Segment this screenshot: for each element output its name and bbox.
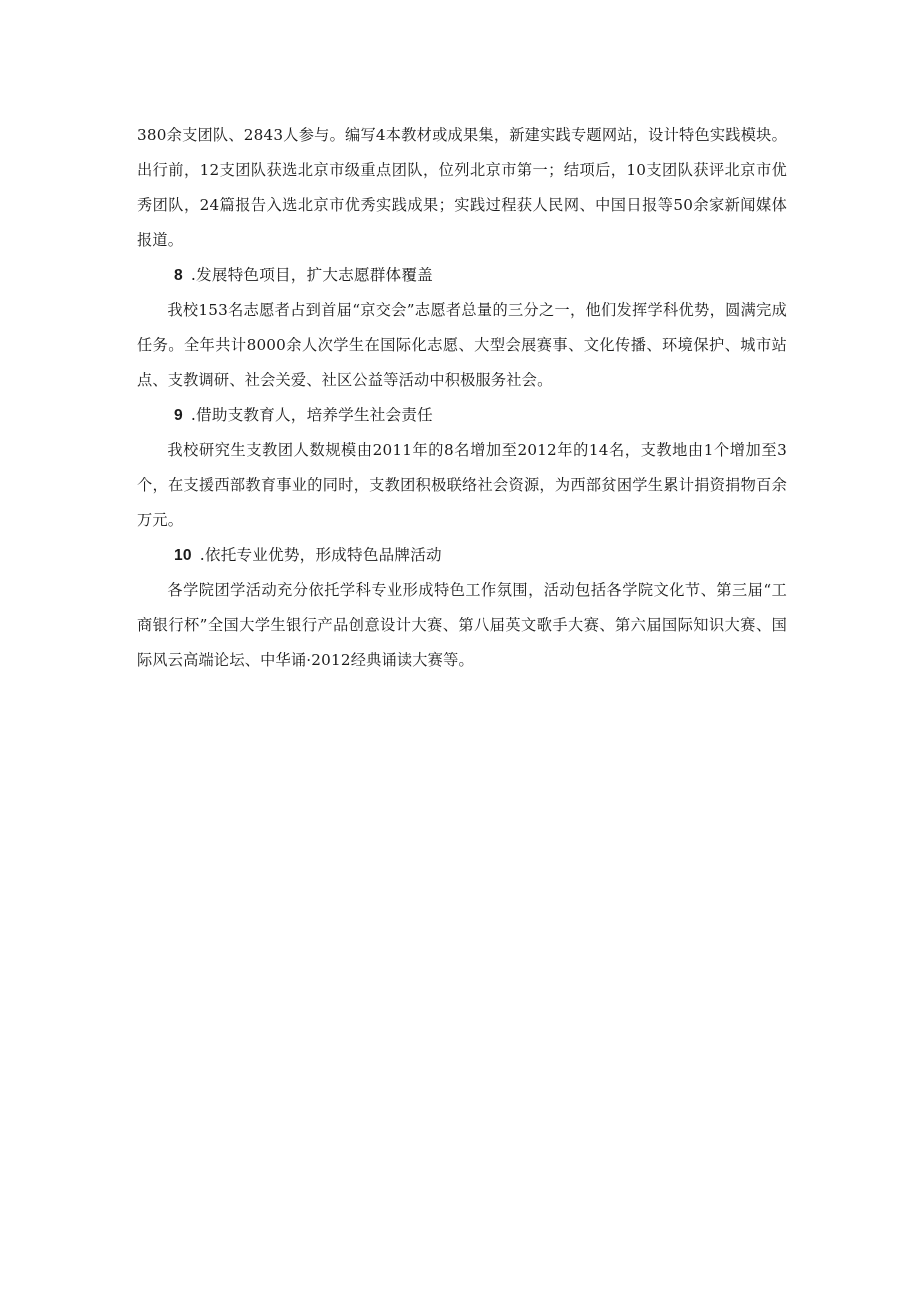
section-title: .借助支教育人，培养学生社会责任 bbox=[190, 406, 433, 424]
section-number: 8 bbox=[174, 267, 183, 284]
paragraph-teaching-support: 我校研究生支教团人数规模由2011年的8名增加至2012年的14名，支教地由1个增加至3个，在支援西部教育事业的同时，支教团积极联络社会资源，为西部贫困学生累计捐资捐物百余万元。 bbox=[137, 441, 787, 529]
section-heading-10 bbox=[137, 538, 787, 573]
section-title: .依托专业优势，形成特色品牌活动 bbox=[199, 546, 442, 564]
document-body bbox=[137, 118, 787, 678]
section-heading-8 bbox=[137, 258, 787, 293]
paragraph-volunteers: 我校153名志愿者占到首届“京交会”志愿者总量的三分之一，他们发挥学科优势，圆满完成任务。全年共计8000余人次学生在国际化志愿、大型会展赛事、文化传播、环境保护、城市站点、支教调研、社会关爱、社区公益等活动中积极服务社会。 bbox=[137, 301, 787, 389]
paragraph-practice-teams: 380余支团队、2843人参与。编写4本教材或成果集，新建实践专题网站，设计特色实践模块。出行前，12支团队获选北京市级重点团队，位列北京市第一；结项后，10支团队获评北京市优秀团队，24篇报告入选北京市优秀实践成果；实践过程获人民网、中国日报等50余家新闻媒体报道。 bbox=[137, 126, 787, 249]
section-heading-9 bbox=[137, 398, 787, 433]
section-title: .发展特色项目，扩大志愿群体覆盖 bbox=[190, 266, 433, 284]
paragraph-brand-activities: 各学院团学活动充分依托学科专业形成特色工作氛围，活动包括各学院文化节、第三届“工商银行杯”全国大学生银行产品创意设计大赛、第八届英文歌手大赛、第六届国际知识大赛、国际风云高端论坛、中华诵·2012经典诵读大赛等。 bbox=[137, 581, 787, 669]
section-number: 9 bbox=[174, 407, 183, 424]
section-number: 10 bbox=[174, 547, 192, 564]
